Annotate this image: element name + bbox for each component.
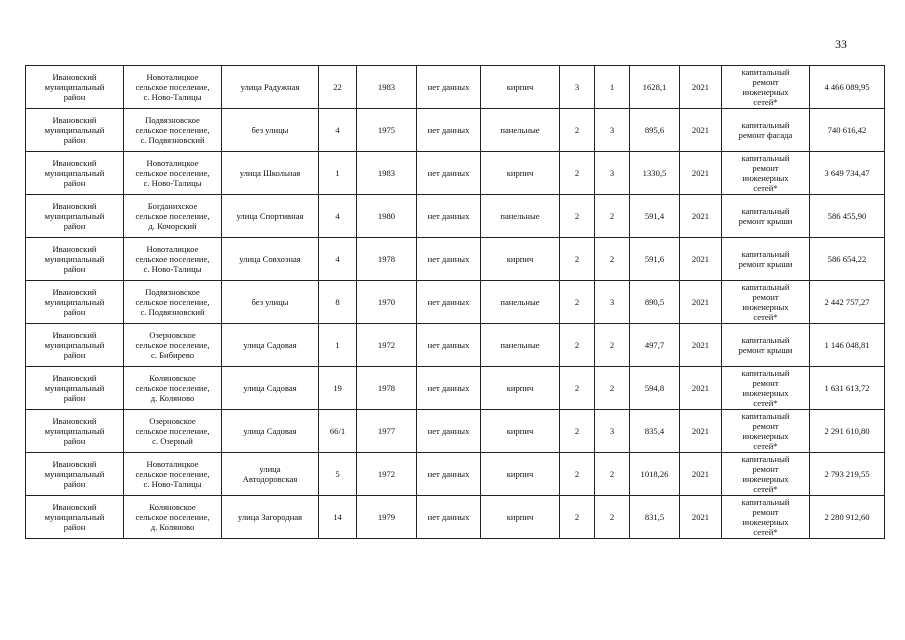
settlement-cell: Новоталицкое сельское поселение, с. Ново-Талицы — [124, 453, 222, 496]
wall-material-cell: кирпич — [481, 66, 560, 109]
table-row — [26, 195, 885, 238]
street-cell: без улицы — [222, 281, 319, 324]
street-cell: улица Совхозная — [222, 238, 319, 281]
wall-material-cell: кирпич — [481, 238, 560, 281]
year-built-cell: 1978 — [357, 367, 417, 410]
settlement-cell: Озерновское сельское поселение, с. Бибирево — [124, 324, 222, 367]
repair-type-cell: капитальный ремонт инженерных сетей* — [722, 66, 810, 109]
year-built-cell: 1972 — [357, 453, 417, 496]
entrances-cell: 3 — [595, 109, 630, 152]
cost-cell: 740 616,42 — [810, 109, 885, 152]
floors-cell: 2 — [560, 367, 595, 410]
cost-cell: 586 654,22 — [810, 238, 885, 281]
repair-year-cell: 2021 — [680, 195, 722, 238]
wall-material-cell: панельные — [481, 324, 560, 367]
wall-material-cell: кирпич — [481, 152, 560, 195]
settlement-cell: Подвязновское сельское поселение, с. Подвязновский — [124, 281, 222, 324]
entrances-cell: 1 — [595, 66, 630, 109]
housing-repair-table — [25, 65, 885, 539]
data-status-cell: нет данных — [417, 109, 481, 152]
floors-cell: 2 — [560, 496, 595, 539]
repair-year-cell: 2021 — [680, 152, 722, 195]
repair-type-cell: капитальный ремонт инженерных сетей* — [722, 152, 810, 195]
house-number-cell: 8 — [319, 281, 357, 324]
floors-cell: 2 — [560, 152, 595, 195]
repair-year-cell: 2021 — [680, 367, 722, 410]
street-cell: улица Школьная — [222, 152, 319, 195]
repair-year-cell: 2021 — [680, 109, 722, 152]
repair-type-cell: капитальный ремонт инженерных сетей* — [722, 496, 810, 539]
repair-type-cell: капитальный ремонт фасада — [722, 109, 810, 152]
data-status-cell: нет данных — [417, 496, 481, 539]
entrances-cell: 2 — [595, 367, 630, 410]
district-cell: Ивановский муниципальный район — [26, 66, 124, 109]
street-cell: улица Спортивная — [222, 195, 319, 238]
repair-year-cell: 2021 — [680, 238, 722, 281]
district-cell: Ивановский муниципальный район — [26, 109, 124, 152]
year-built-cell: 1983 — [357, 152, 417, 195]
floors-cell: 2 — [560, 109, 595, 152]
floors-cell: 2 — [560, 410, 595, 453]
repair-type-cell: капитальный ремонт крыши — [722, 238, 810, 281]
wall-material-cell: кирпич — [481, 410, 560, 453]
data-status-cell: нет данных — [417, 195, 481, 238]
page-number: 33 — [835, 37, 847, 51]
table-row — [26, 410, 885, 453]
repair-year-cell: 2021 — [680, 453, 722, 496]
street-cell: улица Садовая — [222, 410, 319, 453]
house-number-cell: 4 — [319, 109, 357, 152]
cost-cell: 2 280 912,60 — [810, 496, 885, 539]
settlement-cell: Коляновское сельское поселение, д. Коляново — [124, 496, 222, 539]
table-row — [26, 324, 885, 367]
district-cell: Ивановский муниципальный район — [26, 453, 124, 496]
cost-cell: 1 146 048,81 — [810, 324, 885, 367]
entrances-cell: 2 — [595, 453, 630, 496]
entrances-cell: 3 — [595, 410, 630, 453]
repair-type-cell: капитальный ремонт инженерных сетей* — [722, 281, 810, 324]
wall-material-cell: кирпич — [481, 367, 560, 410]
district-cell: Ивановский муниципальный район — [26, 195, 124, 238]
repair-type-cell: капитальный ремонт инженерных сетей* — [722, 453, 810, 496]
repair-type-cell: капитальный ремонт инженерных сетей* — [722, 367, 810, 410]
wall-material-cell: панельные — [481, 195, 560, 238]
area-cell: 594,8 — [630, 367, 680, 410]
data-status-cell: нет данных — [417, 367, 481, 410]
area-cell: 831,5 — [630, 496, 680, 539]
house-number-cell: 1 — [319, 152, 357, 195]
area-cell: 1018,26 — [630, 453, 680, 496]
cost-cell: 2 291 610,80 — [810, 410, 885, 453]
settlement-cell: Новоталицкое сельское поселение, с. Ново-Талицы — [124, 66, 222, 109]
area-cell: 591,6 — [630, 238, 680, 281]
house-number-cell: 1 — [319, 324, 357, 367]
wall-material-cell: кирпич — [481, 453, 560, 496]
house-number-cell: 5 — [319, 453, 357, 496]
district-cell: Ивановский муниципальный район — [26, 238, 124, 281]
table-row — [26, 152, 885, 195]
repair-type-cell: капитальный ремонт инженерных сетей* — [722, 410, 810, 453]
table-body — [26, 66, 885, 539]
table-row — [26, 453, 885, 496]
repair-year-cell: 2021 — [680, 324, 722, 367]
repair-year-cell: 2021 — [680, 281, 722, 324]
settlement-cell: Подвязновское сельское поселение, с. Подвязновский — [124, 109, 222, 152]
house-number-cell: 14 — [319, 496, 357, 539]
entrances-cell: 2 — [595, 238, 630, 281]
street-cell: улица Садовая — [222, 367, 319, 410]
year-built-cell: 1972 — [357, 324, 417, 367]
area-cell: 497,7 — [630, 324, 680, 367]
year-built-cell: 1975 — [357, 109, 417, 152]
area-cell: 1628,1 — [630, 66, 680, 109]
entrances-cell: 3 — [595, 152, 630, 195]
street-cell: улица Автодоровская — [222, 453, 319, 496]
house-number-cell: 66/1 — [319, 410, 357, 453]
floors-cell: 2 — [560, 281, 595, 324]
entrances-cell: 3 — [595, 281, 630, 324]
floors-cell: 3 — [560, 66, 595, 109]
repair-year-cell: 2021 — [680, 66, 722, 109]
settlement-cell: Новоталицкое сельское поселение, с. Ново-Талицы — [124, 152, 222, 195]
data-status-cell: нет данных — [417, 281, 481, 324]
entrances-cell: 2 — [595, 496, 630, 539]
settlement-cell: Озерновское сельское поселение, с. Озерный — [124, 410, 222, 453]
cost-cell: 2 442 757,27 — [810, 281, 885, 324]
house-number-cell: 19 — [319, 367, 357, 410]
cost-cell: 3 649 734,47 — [810, 152, 885, 195]
street-cell: улица Садовая — [222, 324, 319, 367]
district-cell: Ивановский муниципальный район — [26, 152, 124, 195]
data-status-cell: нет данных — [417, 453, 481, 496]
repair-type-cell: капитальный ремонт крыши — [722, 324, 810, 367]
floors-cell: 2 — [560, 324, 595, 367]
floors-cell: 2 — [560, 195, 595, 238]
street-cell: без улицы — [222, 109, 319, 152]
year-built-cell: 1970 — [357, 281, 417, 324]
house-number-cell: 4 — [319, 238, 357, 281]
district-cell: Ивановский муниципальный район — [26, 324, 124, 367]
settlement-cell: Коляновское сельское поселение, д. Коляново — [124, 367, 222, 410]
table-row — [26, 109, 885, 152]
table-row — [26, 496, 885, 539]
year-built-cell: 1983 — [357, 66, 417, 109]
street-cell: улица Радужная — [222, 66, 319, 109]
year-built-cell: 1978 — [357, 238, 417, 281]
table-row — [26, 238, 885, 281]
wall-material-cell: панельные — [481, 281, 560, 324]
wall-material-cell: кирпич — [481, 496, 560, 539]
data-status-cell: нет данных — [417, 324, 481, 367]
entrances-cell: 2 — [595, 324, 630, 367]
data-status-cell: нет данных — [417, 66, 481, 109]
house-number-cell: 4 — [319, 195, 357, 238]
repair-type-cell: капитальный ремонт крыши — [722, 195, 810, 238]
year-built-cell: 1979 — [357, 496, 417, 539]
district-cell: Ивановский муниципальный район — [26, 367, 124, 410]
floors-cell: 2 — [560, 238, 595, 281]
settlement-cell: Новоталицкое сельское поселение, с. Ново-Талицы — [124, 238, 222, 281]
area-cell: 895,6 — [630, 109, 680, 152]
table-row — [26, 66, 885, 109]
area-cell: 835,4 — [630, 410, 680, 453]
cost-cell: 4 466 089,95 — [810, 66, 885, 109]
year-built-cell: 1977 — [357, 410, 417, 453]
entrances-cell: 2 — [595, 195, 630, 238]
year-built-cell: 1980 — [357, 195, 417, 238]
data-status-cell: нет данных — [417, 410, 481, 453]
data-status-cell: нет данных — [417, 152, 481, 195]
cost-cell: 2 793 219,55 — [810, 453, 885, 496]
table-row — [26, 367, 885, 410]
floors-cell: 2 — [560, 453, 595, 496]
table-row — [26, 281, 885, 324]
cost-cell: 586 455,90 — [810, 195, 885, 238]
district-cell: Ивановский муниципальный район — [26, 281, 124, 324]
area-cell: 1330,5 — [630, 152, 680, 195]
street-cell: улица Загородная — [222, 496, 319, 539]
repair-year-cell: 2021 — [680, 410, 722, 453]
district-cell: Ивановский муниципальный район — [26, 496, 124, 539]
wall-material-cell: панельные — [481, 109, 560, 152]
house-number-cell: 22 — [319, 66, 357, 109]
cost-cell: 1 631 613,72 — [810, 367, 885, 410]
area-cell: 591,4 — [630, 195, 680, 238]
repair-year-cell: 2021 — [680, 496, 722, 539]
district-cell: Ивановский муниципальный район — [26, 410, 124, 453]
area-cell: 890,5 — [630, 281, 680, 324]
settlement-cell: Богданихское сельское поселение, д. Кочорский — [124, 195, 222, 238]
data-status-cell: нет данных — [417, 238, 481, 281]
